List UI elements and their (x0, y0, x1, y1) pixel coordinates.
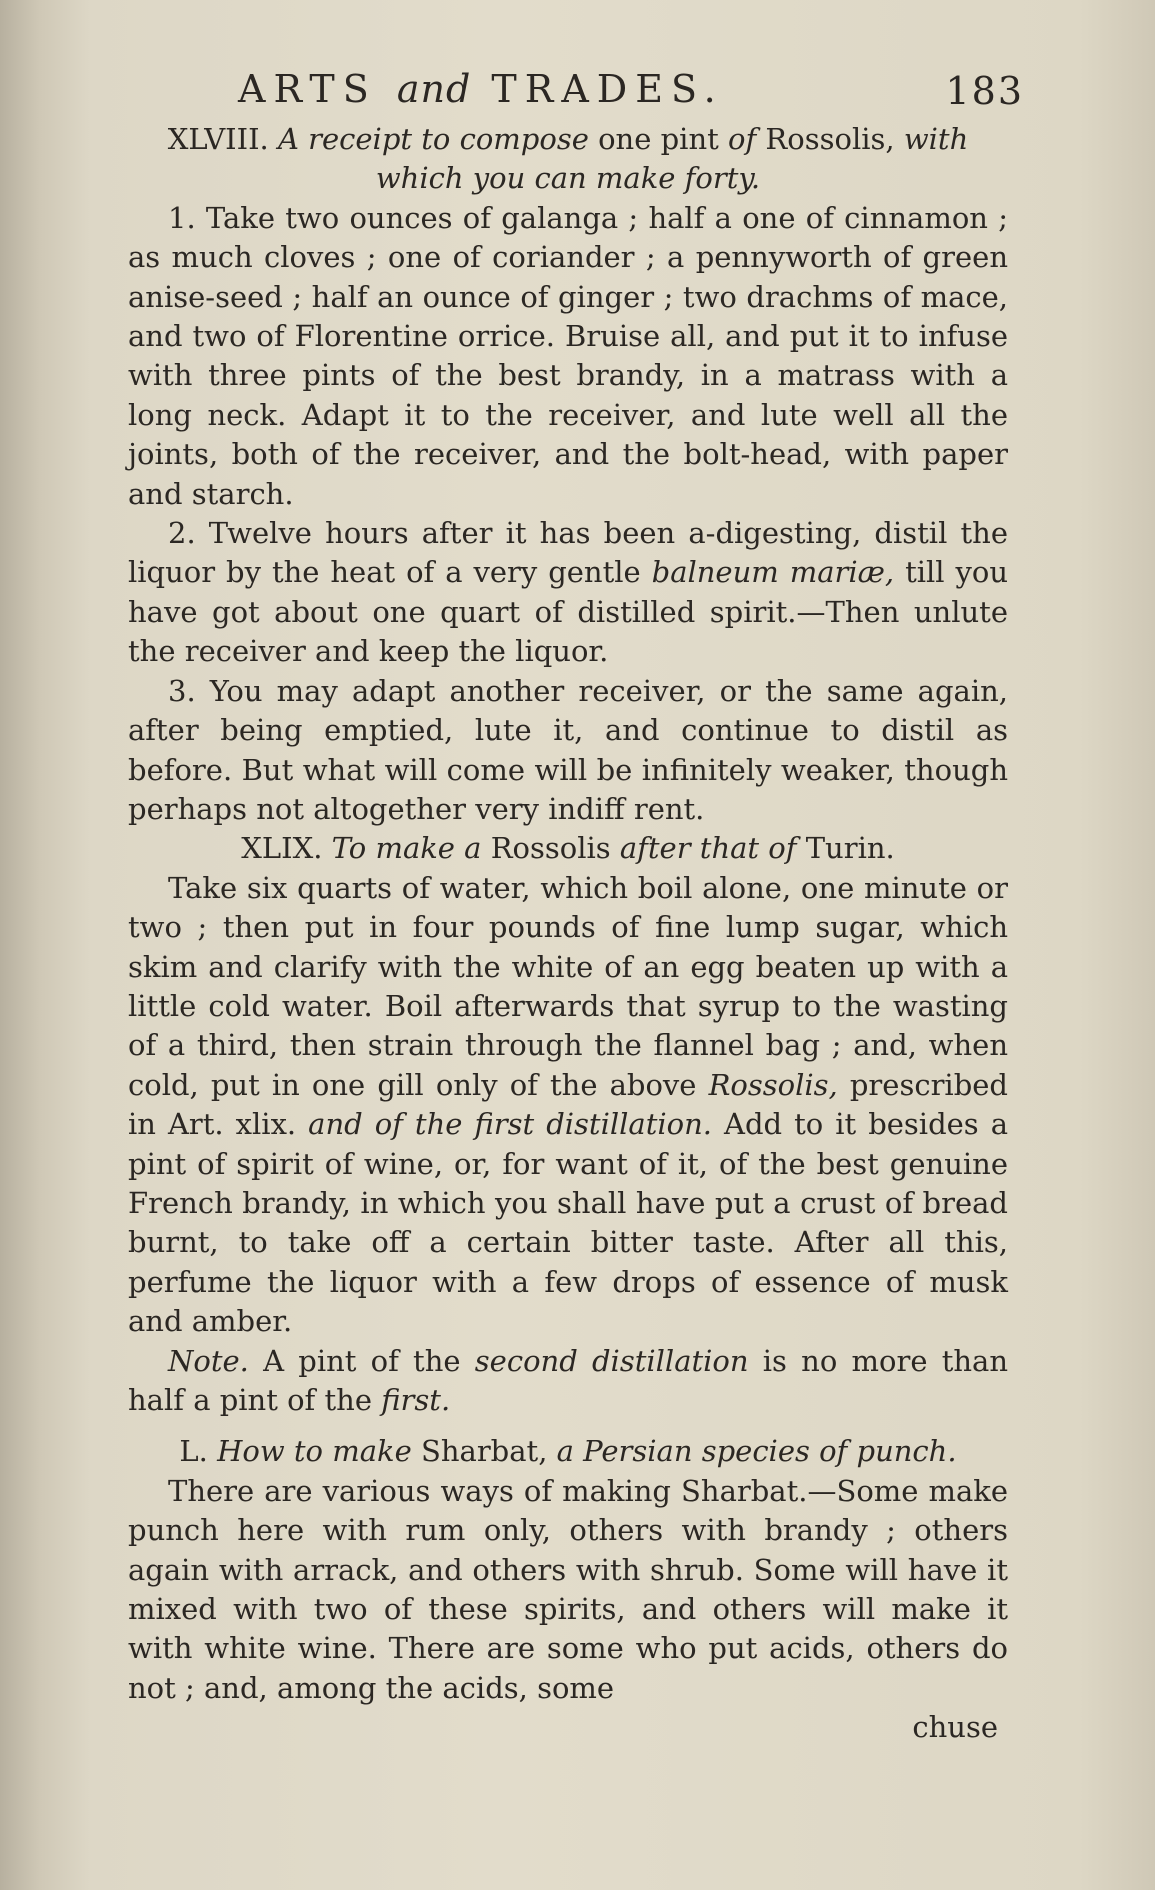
running-header (128, 58, 1024, 120)
catchword: chuse (912, 1710, 998, 1745)
section-48-heading: XLVIII. A receipt to compose one pint of Rossolis, with which you can make forty. (167, 122, 969, 196)
page-text (128, 58, 1024, 1748)
spacer (128, 1420, 1008, 1432)
section-48-paragraph-2: 2. Twelve hours after it has been a-digesting, distil the liquor by the heat of a very gentle balneum mariæ, till you have got about one quart of distilled spirit.—Then unlute the receiver and keep the liquor. (128, 516, 1009, 669)
section-49-heading: XLIX. To make a Rossolis after that of Turin. (241, 831, 895, 866)
section-48-paragraph-3: 3. You may adapt another receiver, or the same again, after being emptied, lute it, and continue to distil as before. But what will come will be infinitely weaker, though perhaps not altogether very indiff rent. (128, 673, 1008, 826)
section-50-paragraph-1: There are various ways of making Sharbat.—Some make punch here with rum only, others with brandy ; others again with arrack, and others with shrub. Some will have it mixed with two of these spirits, and others will make it with white wine. There are some who put acids, others do not ; and, among the acids, some (128, 1473, 1008, 1705)
section-50-heading: L. How to make Sharbat, a Persian species of punch. (179, 1434, 957, 1469)
section-49-paragraph-1: Take six quarts of water, which boil alone, one minute or two ; then put in four pounds of fine lump sugar, which skim and clarify with the white of an egg beaten up with a little cold water. Boil afterwards that syrup to the wasting of a third, then strain through the flannel bag ; and, when cold, put in one gill only of the above Rossolis, prescribed in Art. xlix. and of the first distillation. Add to it besides a pint of spirit of wine, or, for want of it, of the best genuine French brandy, in which you shall have put a crust of bread burnt, to take off a certain bitter taste. After all this, perfume the liquor with a few drops of essence of musk and amber. (128, 870, 1008, 1339)
running-title: ARTS and TRADES. (238, 67, 724, 111)
section-49-note: Note. A pint of the second distillation is no more than half a pint of the first. (128, 1343, 1009, 1417)
page-number: 183 (945, 69, 1024, 113)
section-48-paragraph-1: 1. Take two ounces of galanga ; half a one of cinnamon ; as much cloves ; one of coriander ; a pennyworth of green anise-seed ; half an ounce of ginger ; two drachms of mace, and two of Florentine orrice. Bruise all, and put it to infuse with three pints of the best brandy, in a matrass with a long neck. Adapt it to the receiver, and lute well all the joints, both of the receiver, and the bolt-head, with paper and starch. (128, 200, 1008, 511)
